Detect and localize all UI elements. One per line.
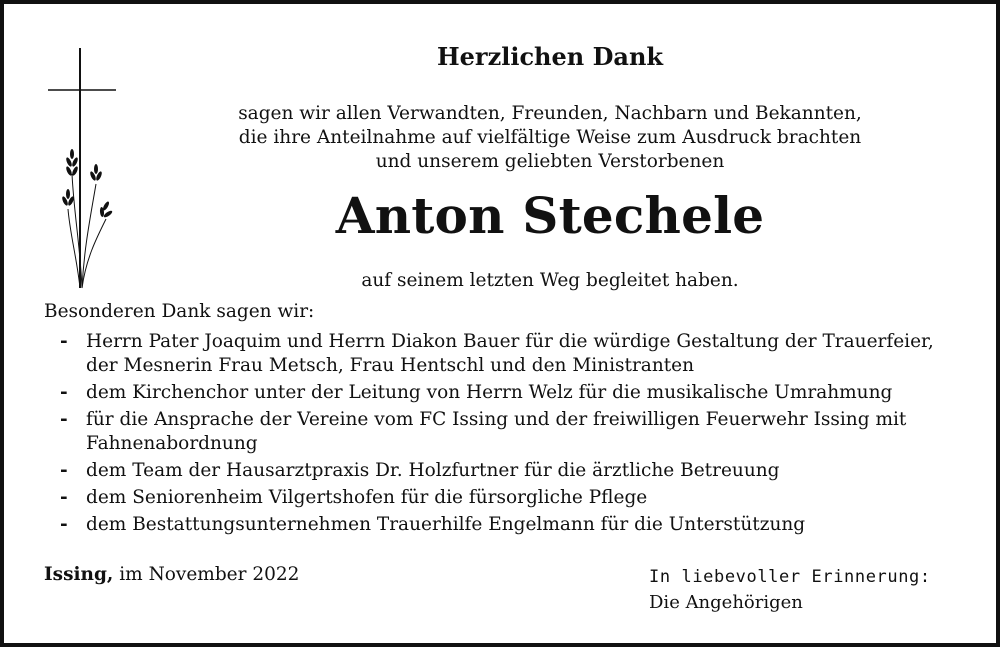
list-item [56, 381, 956, 405]
place: Issing, [44, 564, 114, 585]
dash-icon: - [60, 487, 68, 508]
list-item [56, 408, 956, 456]
signature-from: Die Angehörigen [649, 592, 803, 613]
list-item-text: Herrn Pater Joaquim und Herrn Diakon Bauer für die würdige Gestaltung der Trauerfeier, der Mesnerin Frau Metsch, Frau Hentschl und den Ministranten [86, 331, 934, 376]
intro-line: und unserem geliebten Verstorbenen [375, 151, 725, 172]
list-item-text: dem Team der Hausarztpraxis Dr. Holzfurtner für die ärztliche Betreuung [86, 460, 780, 481]
intro-text [4, 102, 996, 174]
list-item-text: für die Ansprache der Vereine vom FC Issing und der freiwilligen Feuerwehr Issing mit Fahnenabordnung [86, 409, 907, 454]
thanks-heading: Besonderen Dank sagen wir: [44, 301, 315, 322]
dash-icon: - [60, 409, 68, 430]
list-item-text: dem Kirchenchor unter der Leitung von Herrn Welz für die musikalische Umrahmung [86, 382, 893, 403]
dash-icon: - [60, 331, 68, 352]
deceased-name: Anton Stechele [335, 186, 765, 245]
list-item [56, 513, 956, 537]
list-item-text: dem Bestattungsunternehmen Trauerhilfe Engelmann für die Unterstützung [86, 514, 806, 535]
dash-icon: - [60, 382, 68, 403]
page-title: Herzlichen Dank [436, 42, 664, 71]
date: im November 2022 [119, 564, 300, 585]
list-item [56, 330, 956, 378]
dash-icon: - [60, 514, 68, 535]
intro-line: die ihre Anteilnahme auf vielfältige Weise zum Ausdruck brachten [238, 127, 862, 148]
list-item-text: dem Seniorenheim Vilgertshofen für die fürsorgliche Pflege [86, 487, 648, 508]
dash-icon: - [60, 460, 68, 481]
list-item [56, 486, 956, 510]
closing-text: auf seinem letzten Weg begleitet haben. [361, 270, 739, 291]
signature [649, 565, 931, 615]
list-item [56, 459, 956, 483]
signature-line: In liebevoller Erinnerung: [649, 567, 931, 587]
place-date [44, 564, 299, 585]
thanks-list [56, 330, 956, 540]
intro-line: sagen wir allen Verwandten, Freunden, Nachbarn und Bekannten, [238, 103, 862, 124]
